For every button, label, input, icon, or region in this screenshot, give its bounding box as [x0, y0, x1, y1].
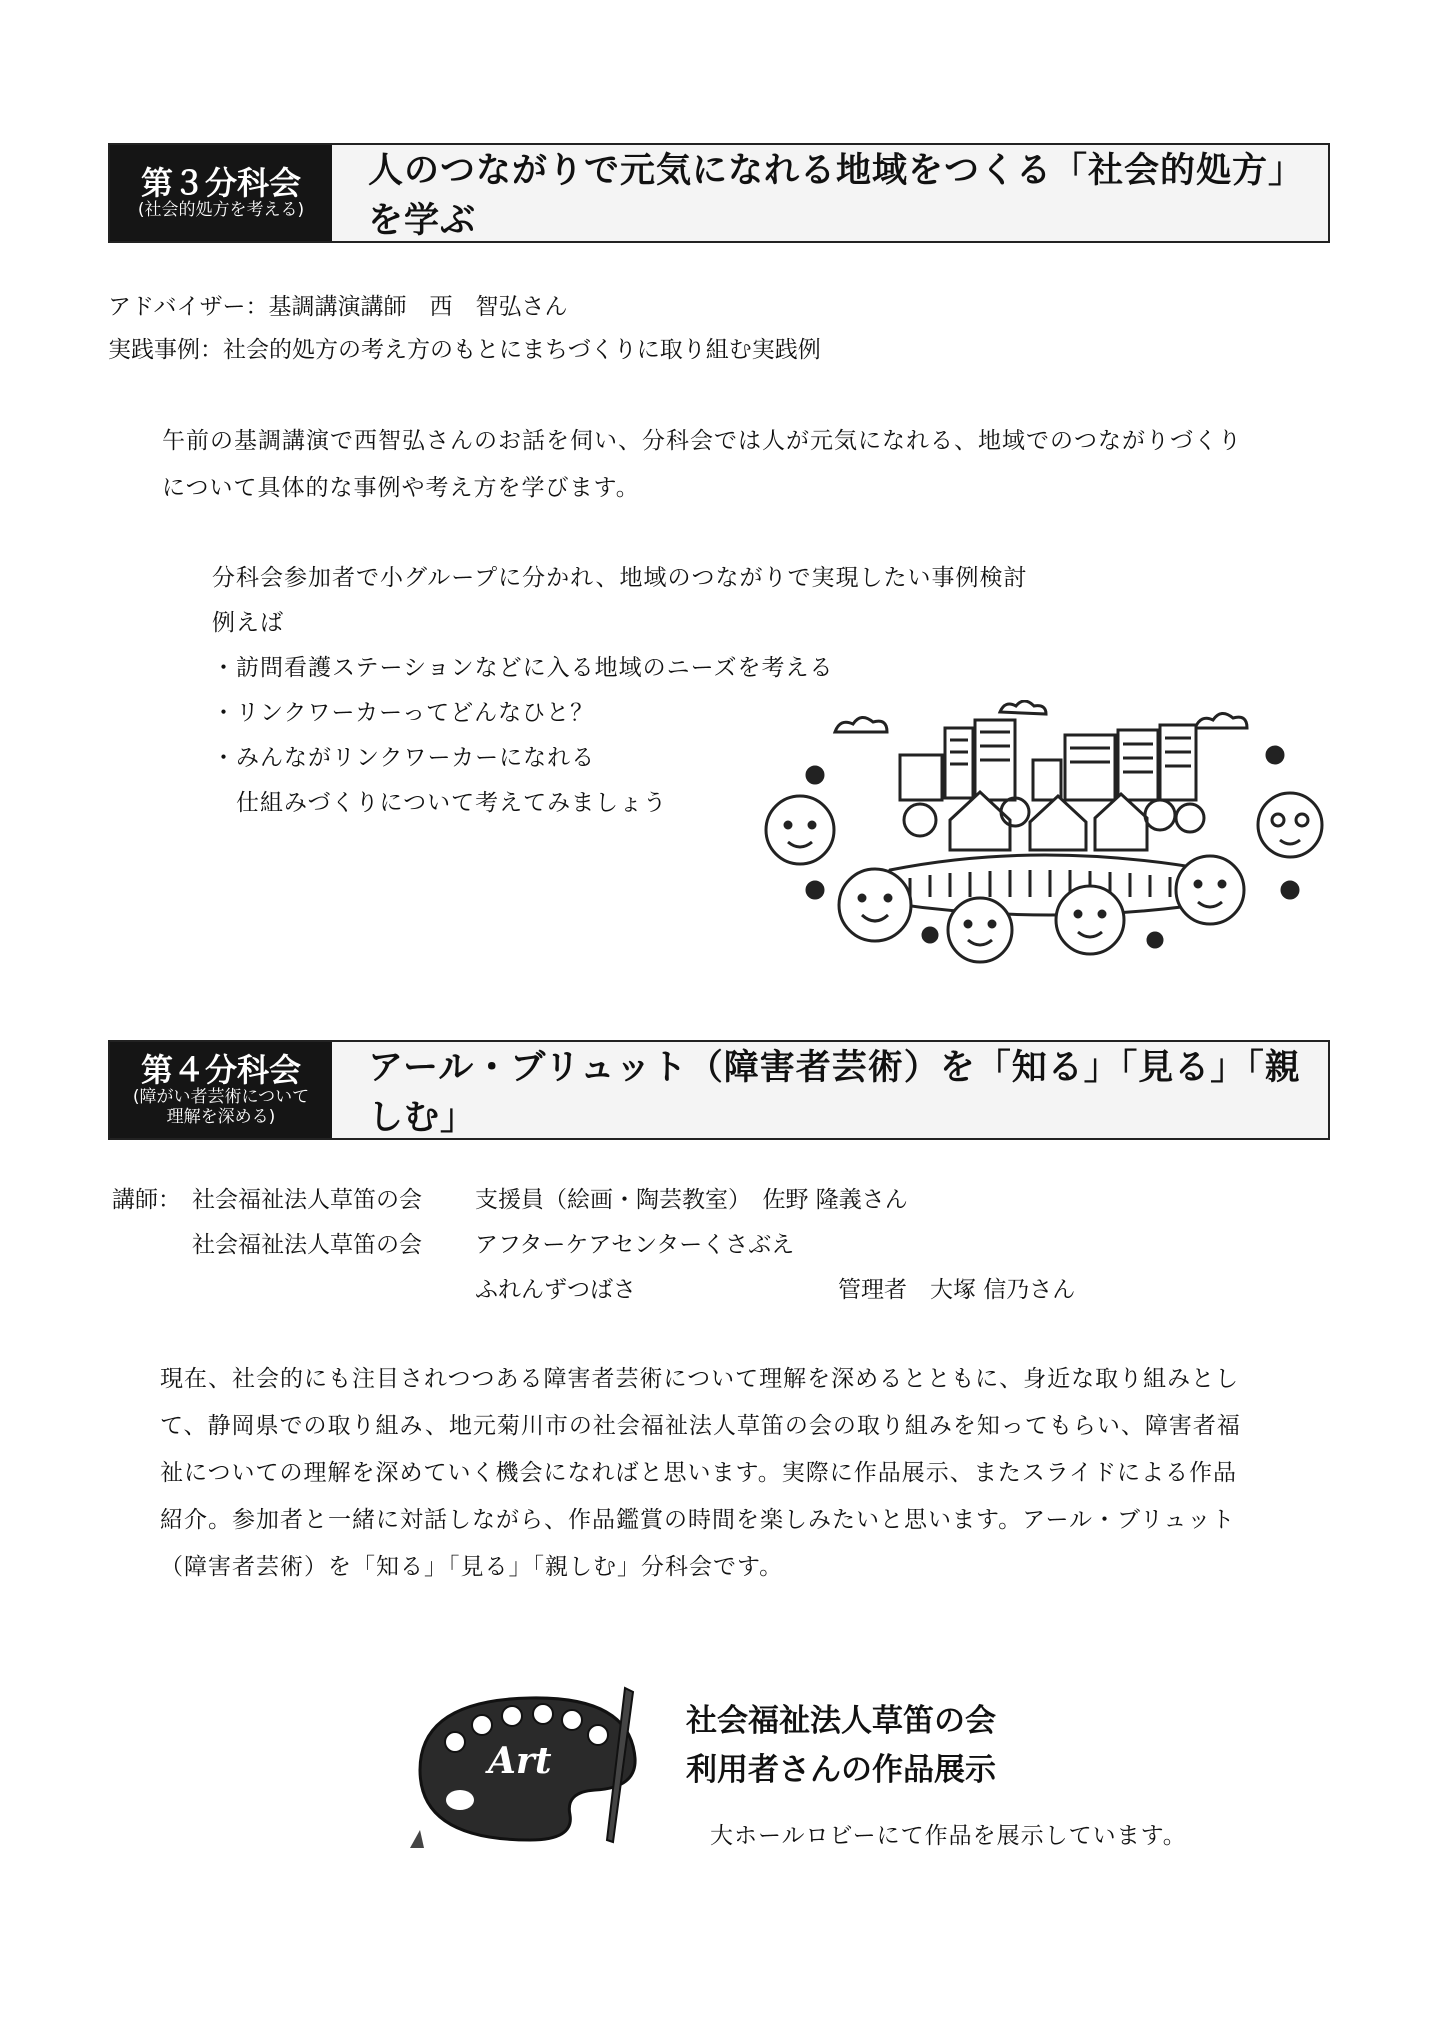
section4-badge-sub: 理解を深める): [166, 1106, 276, 1127]
palette-label: Art: [488, 1740, 552, 1782]
section3-header: [108, 143, 1330, 243]
lecturer-place: ふれんずつばさ: [475, 1277, 636, 1303]
lecturer-org: 社会福祉法人草笛の会: [192, 1232, 422, 1258]
section3-case: 実践事例：社会的処方の考え方のもとにまちづくりに取り組む実践例: [108, 337, 821, 363]
section3-advisor: アドバイザー：基調講演講師 西 智弘さん: [108, 294, 568, 320]
list-item: 分科会参加者で小グループに分かれ、地域のつながりで実現したい事例検討: [212, 565, 1028, 591]
section4-title: アール・ブリュット（障害者芸術）を「知る」「見る」「親しむ」: [368, 1048, 1301, 1138]
lecturer-role: アフターケアセンターくさぶえ: [475, 1232, 795, 1258]
exhibit-title: 社会福祉法人草笛の会: [686, 1703, 996, 1739]
exhibit-note: 大ホールロビーにて作品を展示しています。: [710, 1823, 1187, 1849]
section3-intro-line: 午前の基調講演で西智弘さんのお話を伺い、分科会では人が元気になれる、地域でのつながりづくり: [162, 428, 1242, 454]
lecturer-org: 社会福祉法人草笛の会: [192, 1187, 422, 1213]
section3-badge-sub: (社会的処方を考える): [137, 199, 305, 220]
list-item: ・リンクワーカーってどんなひと？: [212, 700, 595, 726]
section4-header: [108, 1040, 1330, 1140]
body-line: （障害者芸術）を「知る」「見る」「親しむ」分科会です。: [160, 1554, 784, 1580]
list-item: ・訪問看護ステーションなどに入る地域のニーズを考える: [212, 655, 834, 681]
section3-badge-main: 第３分科会: [140, 163, 301, 202]
list-item: 仕組みづくりについて考えてみましょう: [212, 790, 668, 816]
section4-badge-main: 第４分科会: [140, 1050, 301, 1089]
body-line: て、静岡県での取り組み、地元菊川市の社会福祉法人草笛の会の取り組みを知ってもらい、障害者福: [160, 1413, 1241, 1439]
section3-title: 人のつながりで元気になれる地域をつくる「社会的処方」を学ぶ: [368, 151, 1305, 241]
body-line: 祉についての理解を深めていく機会になればと思います。実際に作品展示、またスライドによる作品: [160, 1460, 1238, 1486]
list-item: ・みんながリンクワーカーになれる: [212, 745, 596, 771]
lecturer-role: 管理者 大塚 信乃さん: [838, 1277, 1076, 1303]
body-line: 現在、社会的にも注目されつつある障害者芸術について理解を深めるとともに、身近な取り組みとし: [160, 1366, 1240, 1392]
section4-badge-sub: (障がい者芸術について: [132, 1087, 310, 1108]
lecturer-label: 講師：: [112, 1187, 181, 1213]
body-line: 紹介。参加者と一緒に対話しながら、作品鑑賞の時間を楽しみたいと思います。アール・ブリュット: [160, 1507, 1236, 1533]
town-community-illustration: [750, 700, 1340, 970]
lecturer-role: 支援員（絵画・陶芸教室） 佐野 隆義さん: [475, 1187, 908, 1213]
section3-intro-line: について具体的な事例や考え方を学びます。: [162, 475, 640, 501]
section3-intro: [162, 418, 1332, 512]
section4-body: [160, 1356, 1241, 1591]
section3-badge: [110, 145, 332, 241]
section4-badge: [110, 1042, 332, 1138]
exhibit-title: 利用者さんの作品展示: [686, 1752, 996, 1788]
list-item: 例えば: [212, 610, 284, 636]
